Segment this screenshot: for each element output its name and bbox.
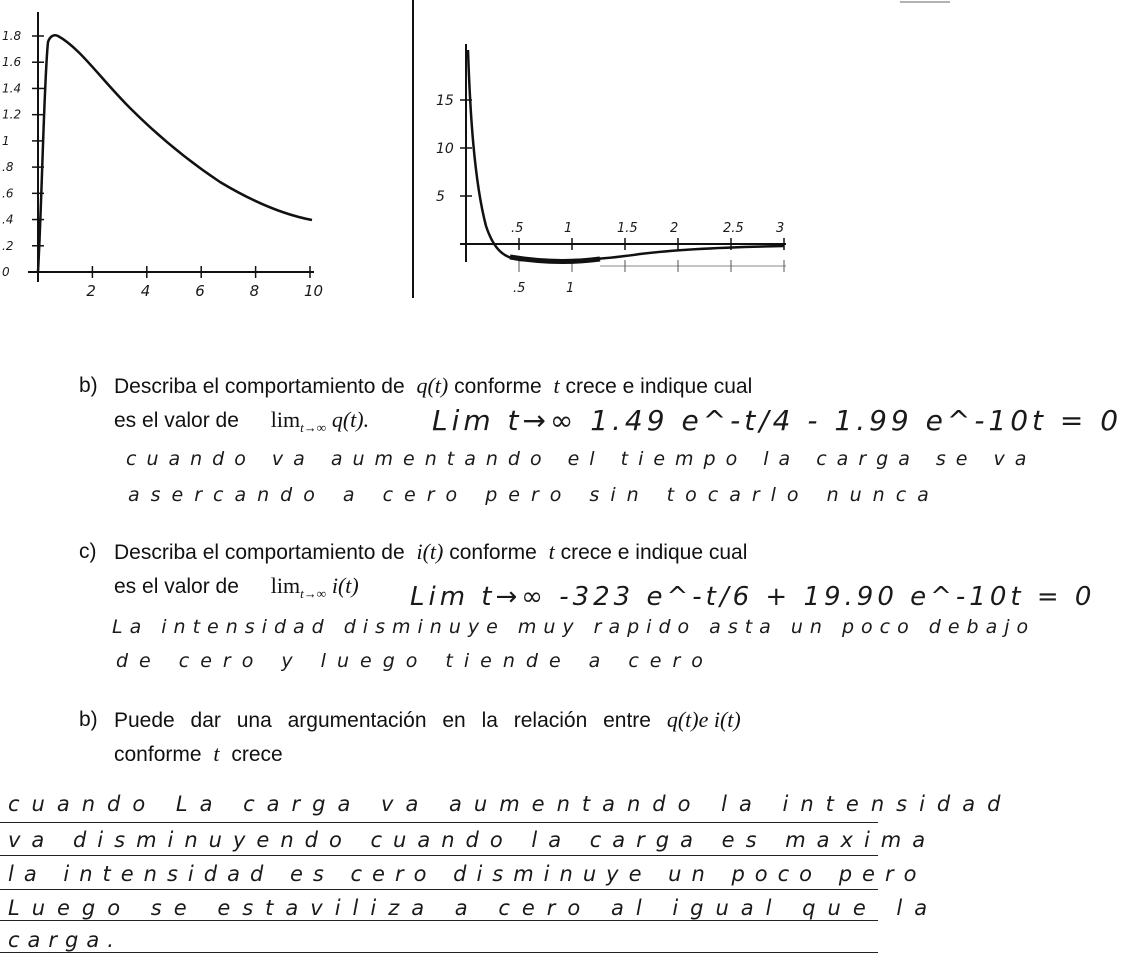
i-x-tick-label: 2 bbox=[670, 221, 679, 236]
question-text-line1: Puede dar una argumentación en la relación entre q(t)e i(t) bbox=[114, 707, 741, 732]
handwritten-answer-line: cuando va aumentando el tiempo la carga se va bbox=[126, 448, 1037, 470]
q-y-tick-label: 1.8 bbox=[2, 29, 22, 43]
i-x-tick-label: 1.5 bbox=[617, 221, 638, 236]
question-letter: b) bbox=[79, 374, 98, 397]
question-text-line1: Describa el comportamiento de q(t) conforme t crece e indique cual bbox=[114, 373, 753, 398]
i-x-tick-label: 1 bbox=[564, 221, 573, 236]
question-text-line2: conforme t crece bbox=[114, 741, 283, 766]
q-y-tick-label: 0 bbox=[2, 265, 10, 279]
answer-rule bbox=[0, 920, 878, 921]
q-y-tick-label: 1.6 bbox=[2, 55, 22, 70]
answer-rule bbox=[0, 822, 878, 823]
i-y-tick-label: 10 bbox=[436, 141, 454, 157]
question-text-line2: es el valor de $\lim_{t\to\infty} i(t)$ bbox=[114, 573, 359, 602]
handwritten-answer-line: de cero y luego tiende a cero bbox=[116, 650, 714, 672]
question-letter: c) bbox=[79, 540, 97, 563]
q-y-tick-label: .8 bbox=[2, 160, 14, 175]
i-x-tick-label: 2.5 bbox=[723, 221, 744, 236]
q-curve bbox=[38, 35, 312, 272]
handwritten-final-line: Luego se estaviliza a cero al igual que la bbox=[8, 896, 940, 920]
i-neg-tick-label: 1 bbox=[566, 281, 575, 296]
i-graph bbox=[436, 44, 786, 296]
handwritten-final-line: la intensidad es cero disminuye un poco pero bbox=[8, 862, 927, 886]
q-x-tick-label: 2 bbox=[86, 282, 96, 300]
handwritten-limit-i: Lim t→∞ -323 e^-t/6 + 19.90 e^-10t = 0 bbox=[410, 582, 1096, 612]
question-text-line1: Describa el comportamiento de i(t) conforme t crece e indique cual bbox=[114, 539, 748, 564]
i-curve-shade bbox=[510, 257, 600, 261]
question-letter: b) bbox=[79, 708, 98, 731]
q-x-tick-label: 8 bbox=[249, 282, 260, 300]
handwritten-limit-q: Lim t→∞ 1.49 e^-t/4 - 1.99 e^-10t = 0 bbox=[432, 404, 1122, 437]
q-y-tick-label: .2 bbox=[2, 238, 14, 253]
q-y-tick-label: 1.2 bbox=[2, 107, 22, 122]
question-text-line2: es el valor de $\lim_{t\to\infty} q(t)$. bbox=[114, 407, 370, 436]
i-neg-tick-label: .5 bbox=[513, 281, 526, 296]
q-y-tick-label: 1.4 bbox=[2, 81, 22, 96]
handwritten-answer-line: asercando a cero pero sin tocarlo nunca bbox=[128, 484, 940, 506]
q-x-tick-label: 4 bbox=[140, 282, 151, 300]
i-x-tick-label: .5 bbox=[511, 221, 524, 236]
q-x-tick-label: 6 bbox=[195, 282, 205, 300]
answer-rule bbox=[0, 855, 878, 856]
q-y-tick-label: .6 bbox=[2, 186, 14, 201]
handwritten-final-line: carga. bbox=[8, 928, 122, 952]
handwritten-answer-line: La intensidad disminuye muy rapido asta un poco debajo bbox=[112, 616, 1036, 638]
q-y-tick-label: 1 bbox=[2, 133, 10, 148]
handwritten-final-line: va disminuyendo cuando la carga es maxima bbox=[8, 828, 937, 852]
q-graph bbox=[2, 12, 323, 300]
answer-rule bbox=[0, 889, 878, 890]
i-y-tick-label: 15 bbox=[436, 93, 454, 109]
graphs-area bbox=[0, 0, 950, 300]
i-y-tick-label: 5 bbox=[436, 189, 445, 205]
answer-rule bbox=[0, 952, 878, 953]
handwritten-final-line: cuando La carga va aumentando la intensidad bbox=[8, 792, 1013, 816]
q-x-tick-label: 10 bbox=[304, 282, 324, 300]
i-x-tick-label: 3 bbox=[776, 221, 785, 236]
q-y-tick-label: .4 bbox=[2, 212, 14, 227]
